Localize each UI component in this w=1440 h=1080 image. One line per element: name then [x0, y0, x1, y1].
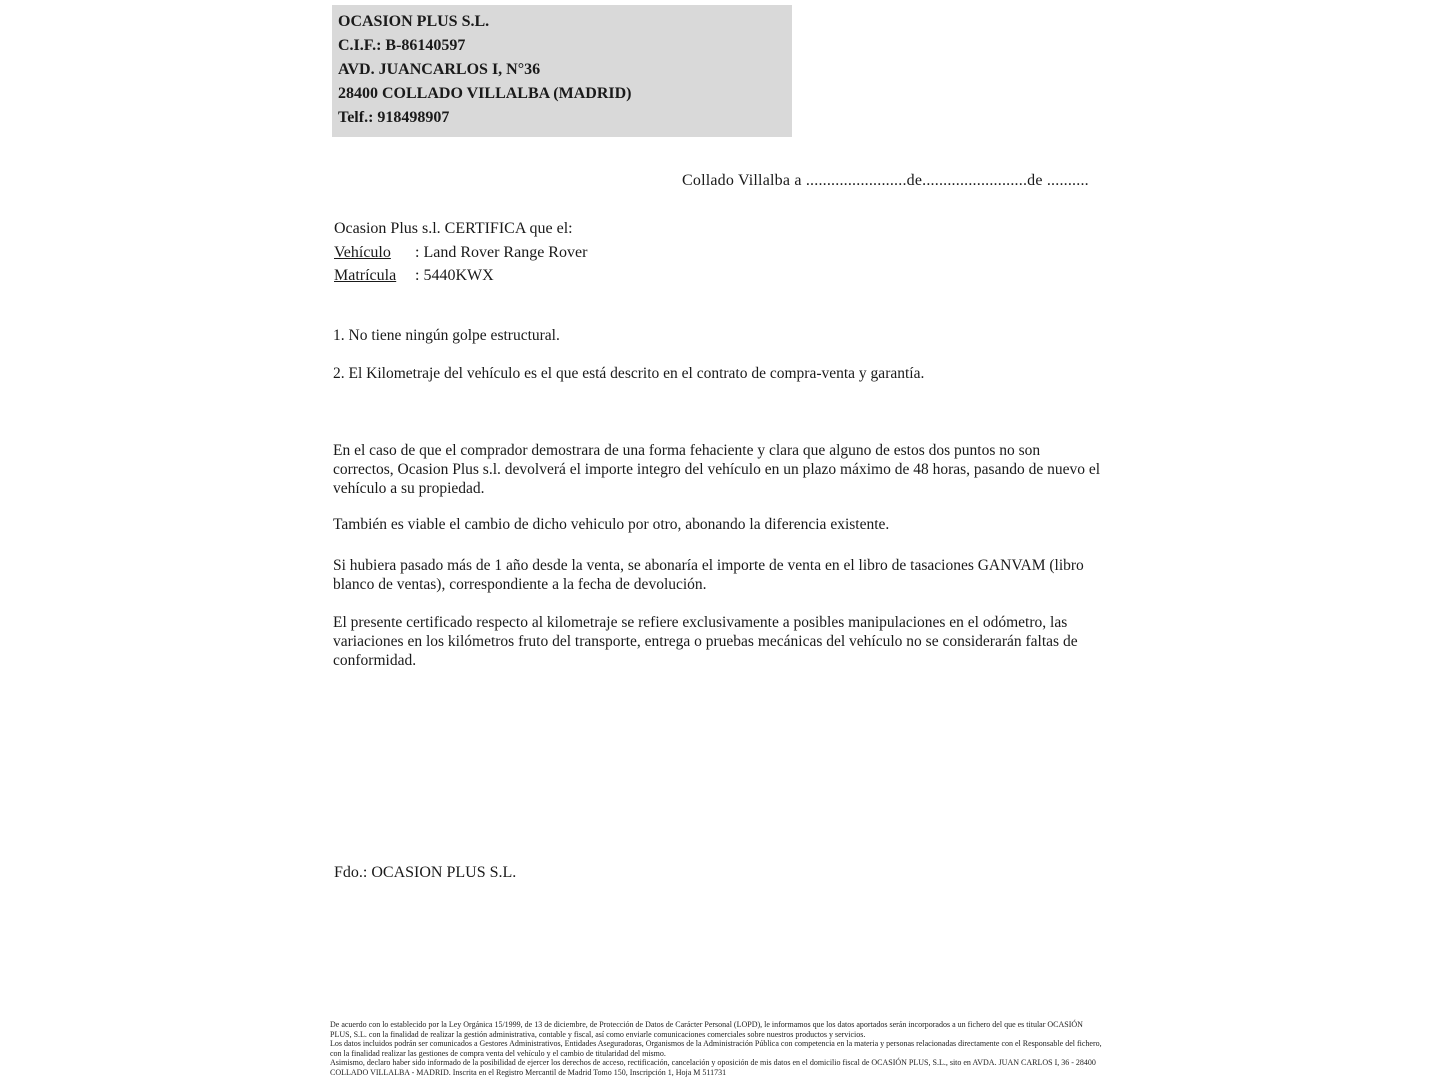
body-paragraph: El presente certificado respecto al kilometraje se refiere exclusivamente a posibles manipulaciones en el odómetro, las variaciones en los kilómetros fruto del transporte, entrega o pruebas mecánicas del vehículo no se considerarán faltas de conformidad.: [333, 614, 1078, 669]
plate-label: Matrícula: [334, 267, 397, 284]
vehicle-row: [334, 241, 587, 265]
company-name: OCASION PLUS S.L.: [338, 13, 490, 30]
body-paragraph: En el caso de que el comprador demostrara de una forma fehaciente y clara que alguno de estos dos puntos no son correctos, Ocasion Plus s.l. devolverá el importe integro del vehículo en un plazo máximo de 48 horas, pasando de nuevo el vehículo a su propiedad.: [333, 442, 1101, 497]
company-address: AVD. JUANCARLOS I, N°36: [338, 61, 541, 78]
plate-label-wrap: [334, 264, 415, 288]
signature-line: Fdo.: OCASION PLUS S.L.: [334, 864, 517, 881]
vehicle-label-wrap: [334, 241, 415, 265]
numbered-point: 2. El Kilometraje del vehículo es el que está descrito en el contrato de compra-venta y garantía.: [333, 365, 925, 382]
company-cif: C.I.F.: B-86140597: [338, 37, 466, 54]
plate-row: [334, 264, 587, 288]
legal-paragraph: De acuerdo con lo establecido por la Ley Orgánica 15/1999, de 13 de diciembre, de Protección de Datos de Carácter Personal (LOPD), le informamos que los datos aportados serán incorporados a un fichero del que es titular OCASIÓN PLUS, S.L. con la finalidad de realizar la gestión administrativa, contable y fiscal, así como enviarle comunicaciones comerciales sobre nuestros productos y servicios.: [330, 1020, 1083, 1039]
legal-footer: [330, 1020, 1104, 1078]
certify-intro: Ocasion Plus s.l. CERTIFICA que el:: [334, 220, 573, 237]
numbered-point: 1. No tiene ningún golpe estructural.: [333, 327, 560, 344]
vehicle-value: : Land Rover Range Rover: [415, 243, 588, 261]
body-paragraph: También es viable el cambio de dicho vehiculo por otro, abonando la diferencia existente.: [333, 516, 890, 533]
body-paragraph: Si hubiera pasado más de 1 año desde la venta, se abonaría el importe de venta en el libro de tasaciones GANVAM (libro blanco de ventas), correspondiente a la fecha de devolución.: [333, 557, 1084, 593]
date-line: Collado Villalba a ........................de.........................de ..........: [682, 172, 1089, 189]
plate-value: : 5440KWX: [415, 267, 494, 284]
certificate-header: [334, 217, 587, 288]
vehicle-label: Vehículo: [334, 243, 391, 261]
company-phone: Telf.: 918498907: [338, 109, 450, 126]
company-city: 28400 COLLADO VILLALBA (MADRID): [338, 85, 632, 102]
legal-paragraph: Asimismo, declaro haber sido informado de la posibilidad de ejercer los derechos de acceso, rectificación, cancelación y oposición de mis datos en el domicilio fiscal de OCASIÓN PLUS, S.L., sito en AVDA. JUAN CARLOS I, 36 - 28400 COLLADO VILLALBA - MADRID. Inscrita en el Registro Mercantil de Madrid Tomo 150, Inscripción 1, Hoja M 511731: [330, 1058, 1096, 1077]
legal-paragraph: Los datos incluidos podrán ser comunicados a Gestores Administrativos, Entidades Aseguradoras, Organismos de la Administración Pública con competencia en la materia y personas relacionadas directamente con el Responsable del fichero, con la finalidad realizar las gestiones de compra venta del vehículo y el cambio de titularidad del mismo.: [330, 1039, 1102, 1058]
letterhead: [332, 5, 792, 137]
